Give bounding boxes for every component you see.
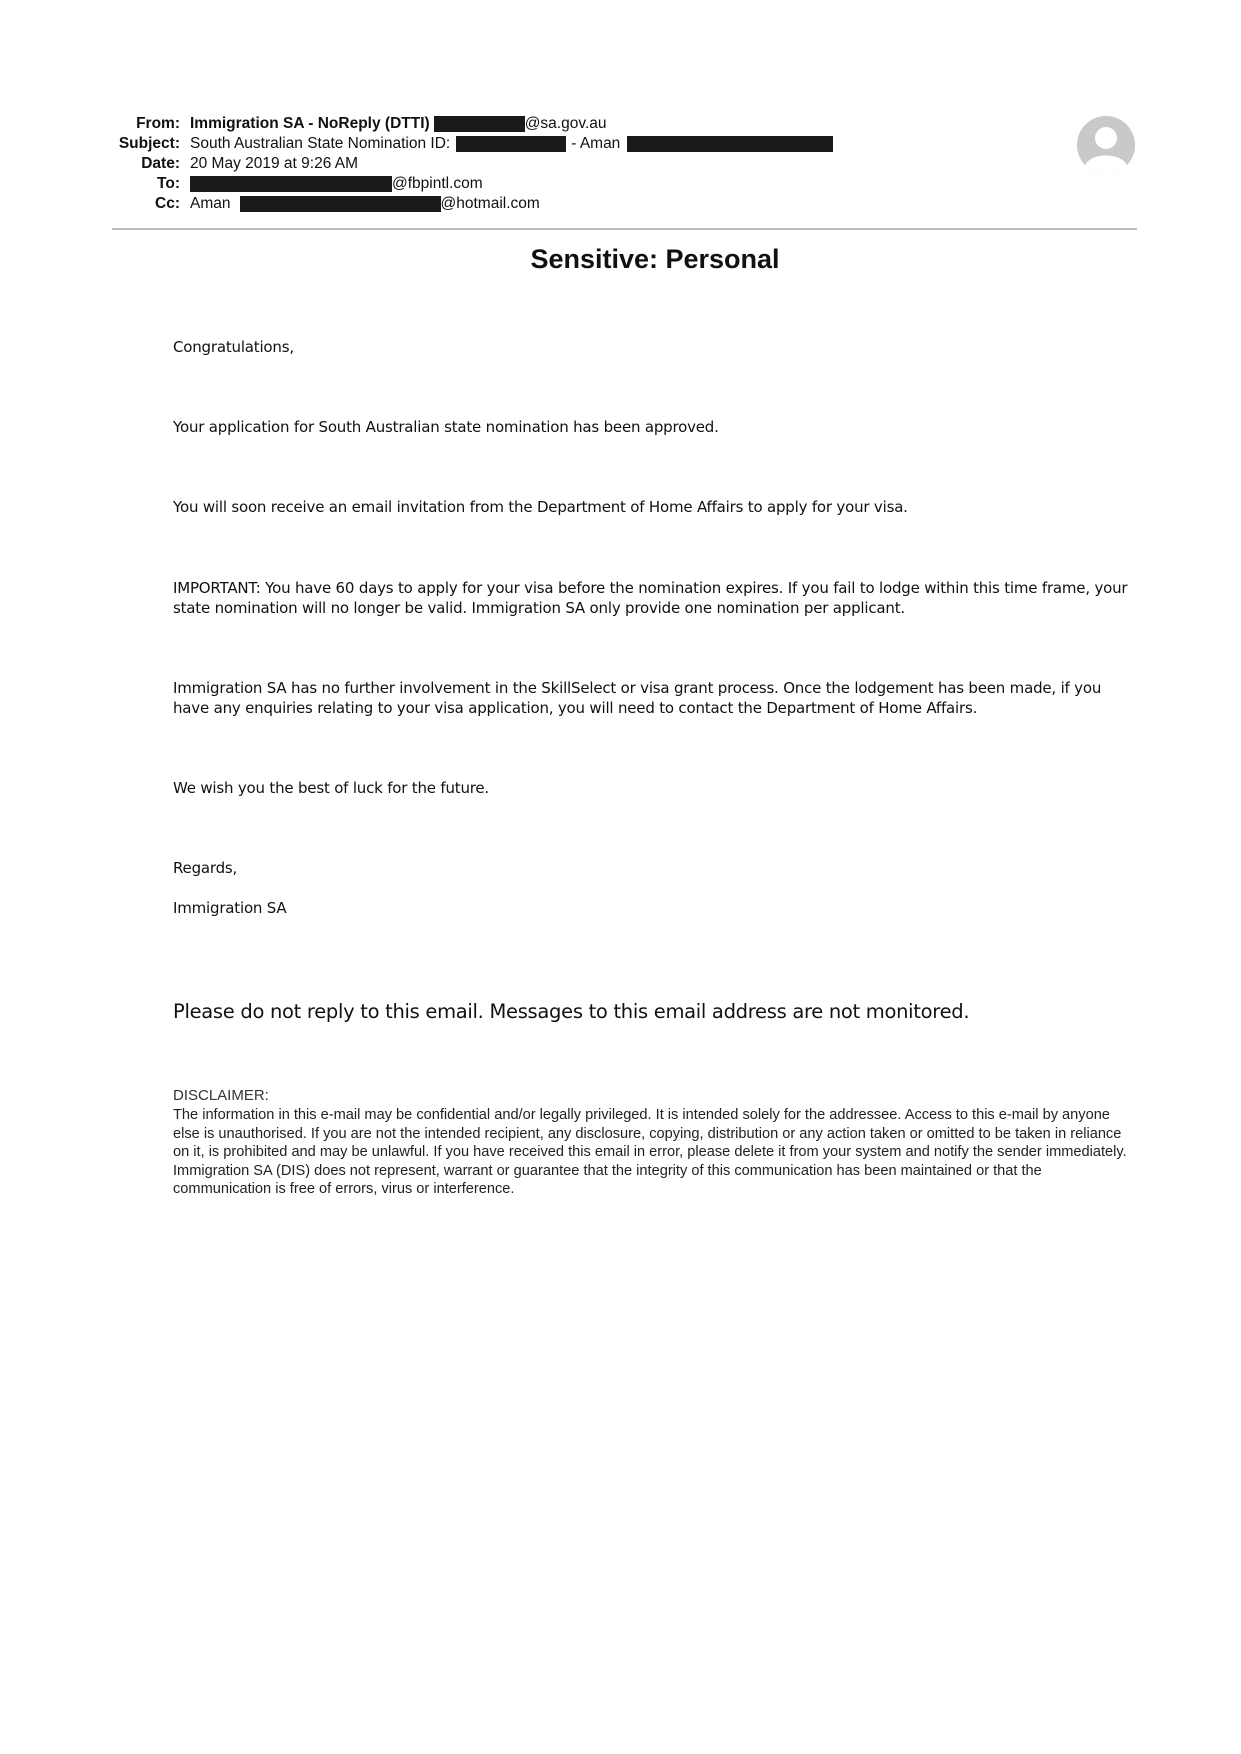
regards: Regards,	[173, 859, 238, 877]
date-row	[0, 154, 1241, 174]
cc-label: Cc:	[155, 195, 180, 212]
cc-name: Aman	[190, 195, 231, 212]
disclaimer-text: The information in this e-mail may be confidential and/or legally privileged. It is intended solely for the addressee. Access to this e-mail by anyone else is unauthorised. If you are not the intended recipient, any disclosure, copying, distribution or any action taken or omitted to be taken in reliance on it, is prohibited and may be unlawful. If you have received this email in error, please delete it from your system and notify the sender immediately. Immigration SA (DIS) does not represent, warrant or guarantee that the integrity of this communication has been maintained or that the communication is free of errors, virus or interference.	[173, 1107, 1127, 1197]
redaction-block	[456, 136, 566, 152]
to-label: To:	[157, 175, 180, 192]
redaction-block	[240, 196, 441, 212]
disclaimer-title: DISCLAIMER:	[173, 1087, 269, 1104]
header-divider	[112, 228, 1137, 230]
date-value: 20 May 2019 at 9:26 AM	[190, 155, 359, 172]
cc-row	[0, 194, 1241, 214]
from-name: Immigration SA - NoReply (DTTI)	[190, 115, 430, 132]
from-row	[0, 114, 1241, 134]
from-domain: @sa.gov.au	[524, 115, 607, 132]
sensitivity-label: Sensitive: Personal	[530, 244, 780, 274]
body-paragraph-involvement: Immigration SA has no further involvement in the SkillSelect or visa grant process. Once the lodgement has been made, if you have any enquiries relating to your visa application, you will need to contact the Department of Home Affairs.	[173, 679, 1102, 717]
person-icon	[1077, 116, 1135, 174]
greeting: Congratulations,	[173, 338, 294, 356]
body-paragraph-wishes: We wish you the best of luck for the future.	[173, 779, 489, 797]
body-paragraph-approved: Your application for South Australian state nomination has been approved.	[173, 418, 719, 436]
body-paragraph-important: IMPORTANT: You have 60 days to apply for your visa before the nomination expires. If you fail to lodge within this time frame, your state nomination will no longer be valid. Immigration SA only provide one nomination per applicant.	[173, 579, 1128, 617]
subject-row	[0, 134, 1241, 154]
no-reply-notice: Please do not reply to this email. Messages to this email address are not monitored.	[173, 1000, 970, 1023]
redaction-block	[434, 116, 525, 132]
subject-name: - Aman	[571, 135, 621, 152]
redaction-block	[627, 136, 833, 152]
subject-label: Subject:	[118, 135, 180, 152]
redaction-block	[190, 176, 392, 192]
signature: Immigration SA	[173, 899, 287, 917]
to-domain: @fbpintl.com	[392, 175, 483, 192]
date-label: Date:	[141, 155, 180, 172]
subject-prefix: South Australian State Nomination ID:	[190, 135, 451, 152]
to-row	[0, 174, 1241, 194]
from-label: From:	[136, 115, 180, 132]
body-paragraph-invitation: You will soon receive an email invitation from the Department of Home Affairs to apply for your visa.	[173, 498, 908, 516]
cc-domain: @hotmail.com	[440, 195, 540, 212]
